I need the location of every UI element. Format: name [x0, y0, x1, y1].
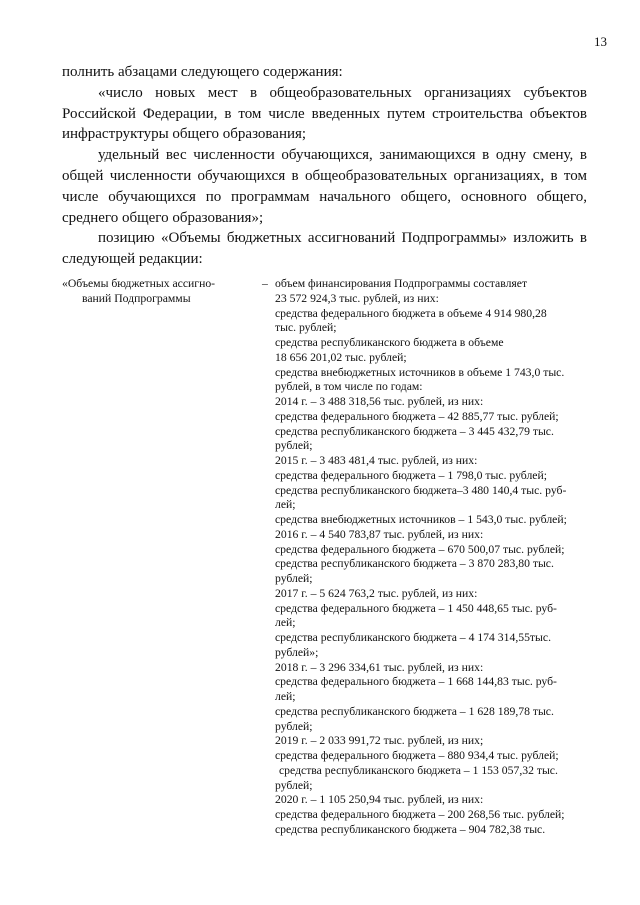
- table-right-line: средства внебюджетных источников в объеме 1 743,0 тыс.: [275, 365, 565, 379]
- table-right-line: средства федерального бюджета – 1 450 448,65 тыс. руб-: [275, 601, 557, 615]
- paragraph: позицию «Объемы бюджетных ассигнований Подпрограммы» изложить в следующей редакции:: [62, 230, 587, 268]
- table-right-line: рублей;: [275, 719, 313, 733]
- page-number: 13: [594, 34, 607, 49]
- body-text: [62, 62, 587, 270]
- table-right-line: 2020 г. – 1 105 250,94 тыс. рублей, из них:: [275, 793, 484, 807]
- table-right-line: средства федерального бюджета – 670 500,07 тыс. рублей;: [275, 542, 565, 556]
- table-right-column: [275, 277, 605, 838]
- table-right-line: средства республиканского бюджета в объеме: [275, 336, 504, 349]
- table-right-line: 23 572 924,3 тыс. рублей, из них:: [275, 291, 439, 305]
- table-left-column: [62, 277, 252, 307]
- table-right-line: 2014 г. – 3 488 318,56 тыс. рублей, из них:: [275, 395, 484, 408]
- table-right-line: 2018 г. – 3 296 334,61 тыс. рублей, из них:: [275, 660, 484, 674]
- table-right-line: средства федерального бюджета – 200 268,56 тыс. рублей;: [275, 808, 565, 821]
- table-left-line: ваний Подпрограммы: [82, 291, 191, 305]
- table-right-line: средства федерального бюджета – 42 885,77 тыс. рублей;: [275, 409, 559, 423]
- table-right-line: лей;: [275, 690, 296, 703]
- table-right-line: средства республиканского бюджета – 1 628 189,78 тыс.: [275, 704, 554, 718]
- table-right-line: средства республиканского бюджета – 4 174 314,55тыс.: [275, 631, 551, 644]
- table-right-line: средства республиканского бюджета – 3 445 432,79 тыс.: [275, 424, 554, 438]
- table-right-line: лей;: [275, 498, 296, 512]
- table-right-line: 2019 г. – 2 033 991,72 тыс. рублей, из них;: [275, 734, 484, 748]
- paragraph: полнить абзацами следующего содержания:: [62, 64, 343, 80]
- table-right-line: рублей, в том числе по годам:: [275, 380, 423, 394]
- paragraph: «число новых мест в общеобразовательных организациях субъектов Российской Федерации, в том числе введенных путем строительства объектов инфраструктуры общего образования;: [62, 84, 587, 143]
- table-right-line: лей;: [275, 616, 296, 630]
- table-right-line: рублей;: [275, 439, 313, 453]
- table-right-line: средства республиканского бюджета – 3 870 283,80 тыс.: [275, 557, 554, 571]
- table-right-line: 18 656 201,02 тыс. рублей;: [275, 350, 407, 364]
- table-right-line: рублей;: [275, 572, 313, 585]
- table-right-line: средства федерального бюджета – 1 668 144,83 тыс. руб-: [275, 675, 557, 689]
- paragraph: удельный вес численности обучающихся, занимающихся в одну смену, в общей численности обучающихся в общеобразовательных организациях, в том числе обучающихся по программам начального общего, основного общего, среднего общего образования»;: [62, 147, 587, 226]
- table-right-line: объем финансирования Подпрограммы составляет: [275, 277, 528, 290]
- table-right-line: рублей;: [275, 778, 313, 792]
- table-right-line: средства федерального бюджета в объеме 4 914 980,28: [275, 306, 547, 320]
- table-left-line: «Объемы бюджетных ассигно-: [62, 277, 216, 290]
- table-right-line: тыс. рублей;: [275, 321, 337, 335]
- table-right-line: средства республиканского бюджета–3 480 140,4 тыс. руб-: [275, 483, 567, 497]
- table-right-line: 2017 г. – 5 624 763,2 тыс. рублей, из них:: [275, 586, 478, 600]
- table-right-line: средства внебюджетных источников – 1 543,0 тыс. рублей;: [275, 513, 567, 526]
- table-right-line: средства республиканского бюджета – 904 782,38 тыс.: [275, 822, 546, 836]
- table-right-line: рублей»;: [275, 645, 319, 659]
- table-right-line: средства республиканского бюджета – 1 153 057,32 тыс.: [279, 763, 558, 777]
- table-right-line: средства федерального бюджета – 1 798,0 тыс. рублей;: [275, 468, 547, 482]
- table-right-line: средства федерального бюджета – 880 934,4 тыс. рублей;: [275, 749, 559, 762]
- table-dash: –: [262, 277, 268, 290]
- table-right-line: 2016 г. – 4 540 783,87 тыс. рублей, из них:: [275, 527, 484, 541]
- table-right-line: 2015 г. – 3 483 481,4 тыс. рублей, из них:: [275, 454, 478, 467]
